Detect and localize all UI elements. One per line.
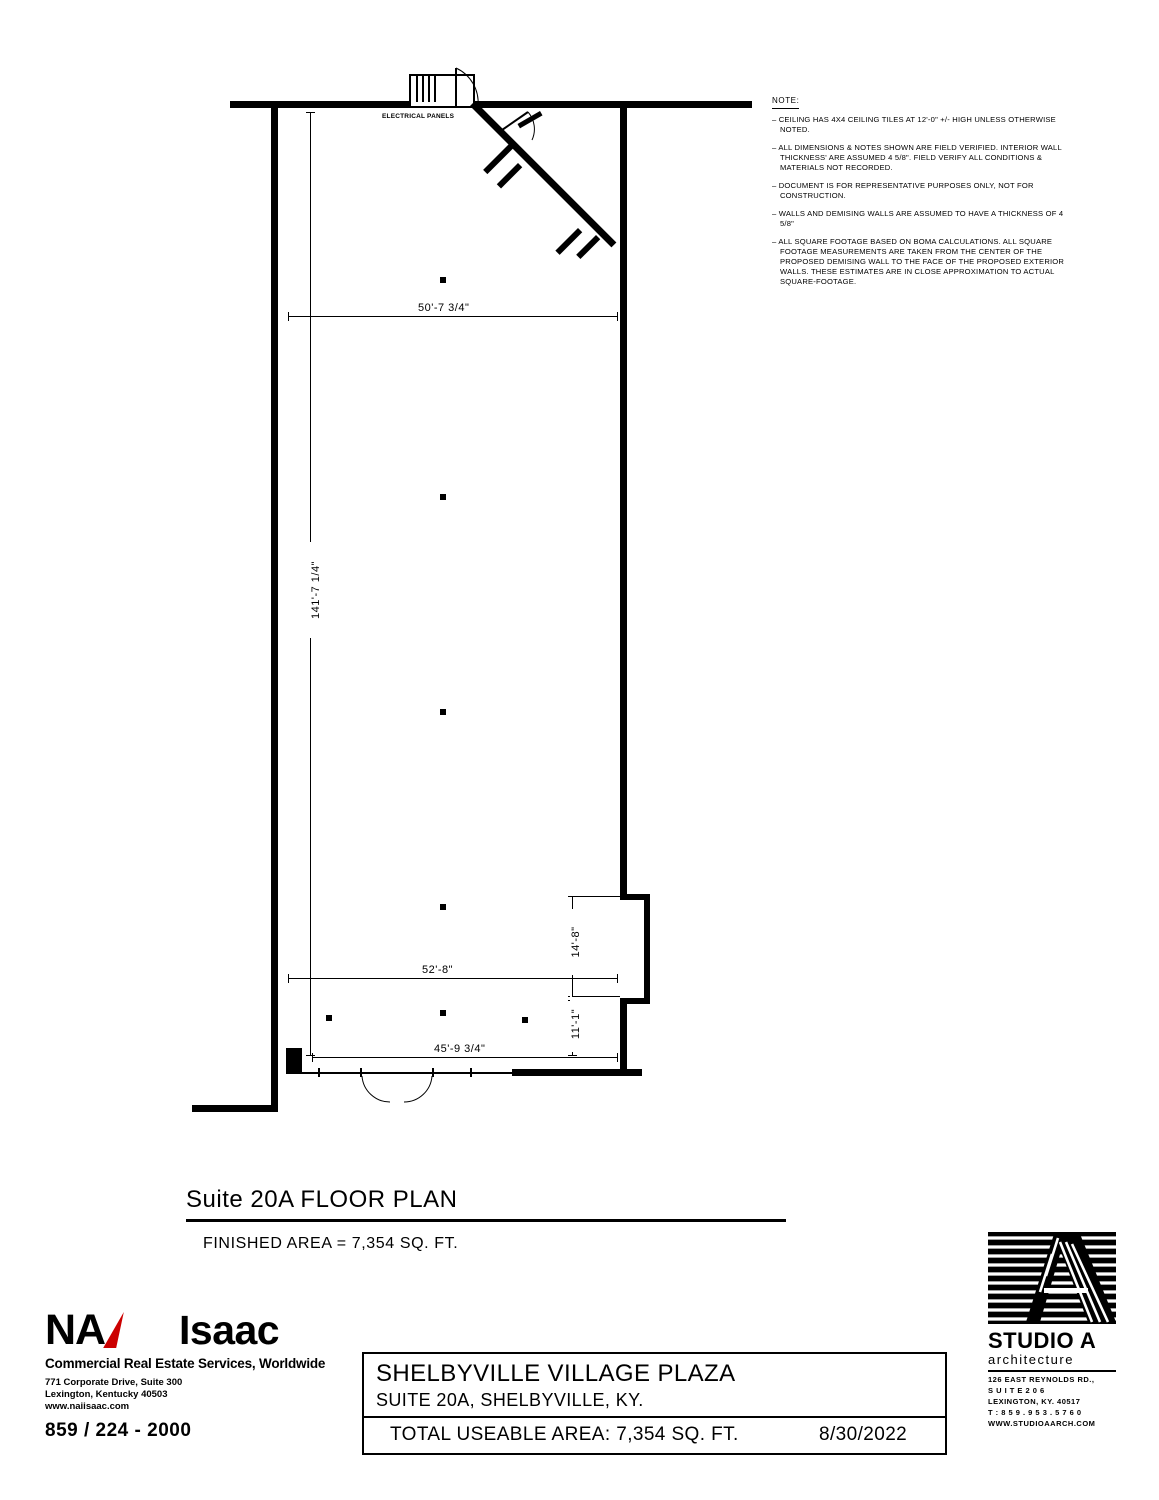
plan-title-rule: [186, 1219, 786, 1222]
plan-date: 8/30/2022: [819, 1424, 908, 1445]
electrical-panel-hatch-2: [422, 76, 424, 102]
note-item: – WALLS AND DEMISING WALLS ARE ASSUMED TO HAVE A THICKNESS OF 4 5/8": [772, 208, 1064, 228]
nai-logo-mark: [45, 1306, 345, 1354]
electrical-panels-label: ELECTRICAL PANELS: [382, 113, 455, 120]
finished-area-text: FINISHED AREA = 7,354 SQ. FT.: [203, 1235, 459, 1252]
suite-location: SUITE 20A, SHELBYVILLE, KY.: [376, 1390, 644, 1410]
nai-website: www.naiisaac.com: [45, 1400, 130, 1412]
studio-a-name: STUDIO A: [988, 1328, 1097, 1353]
electrical-panel-hatch-1: [416, 76, 418, 102]
studio-a-subtitle: architecture: [988, 1352, 1074, 1367]
wall-right-exterior-upper: [620, 108, 627, 894]
nai-address: [45, 1377, 345, 1413]
wall-right-jog-vertical: [644, 894, 650, 1004]
electrical-panel-hatch-4: [434, 76, 436, 102]
studio-a-rule: [988, 1370, 1116, 1372]
title-block-divider: [364, 1416, 945, 1418]
nai-tagline: Commercial Real Estate Services, Worldwide: [45, 1356, 326, 1371]
wall-left-exterior: [271, 101, 278, 1061]
column-dot: [440, 494, 446, 500]
nai-address-line-2: Lexington, Kentucky 40503: [45, 1388, 168, 1400]
column-dot: [440, 1010, 446, 1016]
column-dot: [522, 1017, 528, 1023]
electrical-panel-hatch-3: [428, 76, 430, 102]
note-item: – ALL DIMENSIONS & NOTES SHOWN ARE FIELD VERIFIED. INTERIOR WALL THICKNESS' ARE ASSUMED 4 5/8". FIELD VERIFY ALL CONDITIONS & MATERIALS NOT RECORDED.: [772, 142, 1062, 172]
dim-tick: [306, 1055, 315, 1056]
dim-tick: [617, 974, 618, 983]
dim-tick: [568, 1055, 577, 1056]
studio-a-block: [988, 1232, 1118, 1429]
wall-bottom-left-return: [192, 1105, 278, 1112]
entry-doors-swing: [360, 1074, 434, 1106]
dim-right-upper-text: 14'-8": [570, 909, 582, 975]
wall-right-exterior-lower: [620, 1004, 627, 1072]
nai-phone: 859 / 224 - 2000: [45, 1419, 192, 1441]
dim-tick: [306, 112, 315, 113]
dim-mid-width-text: 52'-8": [418, 964, 457, 976]
wall-left-lower-return: [271, 1048, 278, 1112]
dim-tick: [312, 1053, 313, 1062]
nai-logo-accent-shape: [103, 1312, 124, 1348]
nai-logo-letters: NA: [45, 1306, 106, 1354]
diagonal-door-swing: [498, 108, 544, 154]
studio-a-website: WWW.STUDIOAARCH.COM: [988, 1418, 1096, 1428]
studio-a-address-line-1: 126 EAST REYNOLDS RD.,: [988, 1375, 1095, 1384]
title-block-header: [376, 1360, 736, 1411]
dim-mid-width-line: [288, 978, 618, 979]
wall-top-left: [230, 101, 410, 108]
project-name: SHELBYVILLE VILLAGE PLAZA: [376, 1360, 736, 1387]
wall-bottom-right: [512, 1069, 642, 1076]
title-block: [362, 1352, 947, 1455]
studio-a-logo-icon: [988, 1232, 1116, 1324]
mullion: [318, 1068, 320, 1077]
wall-diagonal-tick-2: [497, 163, 522, 188]
dim-tick: [288, 312, 289, 321]
nai-address-line-1: 771 Corporate Drive, Suite 300: [45, 1377, 183, 1388]
column-dot: [440, 904, 446, 910]
note-item: – DOCUMENT IS FOR REPRESENTATIVE PURPOSES ONLY, NOT FOR CONSTRUCTION.: [772, 180, 1034, 200]
notes-block: [772, 96, 1072, 295]
dim-leader: [572, 896, 620, 897]
dim-top-width-line: [288, 316, 618, 317]
wall-diagonal-tick-4: [576, 235, 600, 259]
wall-top-right: [470, 101, 752, 108]
dim-right-lower-text: 11'-1": [570, 996, 582, 1052]
dim-tick: [617, 1053, 618, 1062]
total-useable-area: TOTAL USEABLE AREA: 7,354 SQ. FT.: [390, 1424, 739, 1445]
column-dot: [440, 277, 446, 283]
note-item: – ALL SQUARE FOOTAGE BASED ON BOMA CALCULATIONS. ALL SQUARE FOOTAGE MEASUREMENTS ARE TAKEN FROM THE CENTER OF THE PROPOSED DEMISING WALL TO THE FACE OF THE PROPOSED EXTERIOR WALLS. THESE ESTIMATES ARE IN CLOSE APPROXIMATION TO ACTUAL SQUARE-FOOTAGE.: [772, 236, 1065, 286]
nai-brand-name: Isaac: [179, 1307, 280, 1353]
dim-top-width-text: 50'-7 3/4": [414, 302, 473, 314]
wall-entry-pier: [286, 1048, 302, 1074]
dim-tick: [617, 312, 618, 321]
nai-isaac-logo: [45, 1306, 345, 1442]
dim-tick: [288, 974, 289, 983]
dim-leader: [572, 996, 620, 997]
dim-left-height-text: 141'-7 1/4": [310, 542, 322, 638]
plan-title: Suite 20A FLOOR PLAN: [186, 1186, 458, 1213]
mullion: [470, 1068, 472, 1077]
studio-a-address-line-2: S U I T E 2 0 6: [988, 1385, 1045, 1395]
notes-title: NOTE:: [772, 96, 799, 109]
column-dot: [326, 1015, 332, 1021]
dim-bottom-width-text: 45'-9 3/4": [430, 1043, 489, 1055]
studio-a-address-line-3: LEXINGTON, KY. 40517: [988, 1396, 1081, 1406]
dim-bottom-width-line: [312, 1057, 618, 1058]
note-item: – CEILING HAS 4X4 CEILING TILES AT 12'-0" +/- HIGH UNLESS OTHERWISE NOTED.: [772, 114, 1056, 134]
studio-a-address: [988, 1375, 1118, 1429]
column-dot: [440, 709, 446, 715]
studio-a-phone: T : 8 5 9 . 9 5 3 . 5 7 6 0: [988, 1407, 1082, 1417]
